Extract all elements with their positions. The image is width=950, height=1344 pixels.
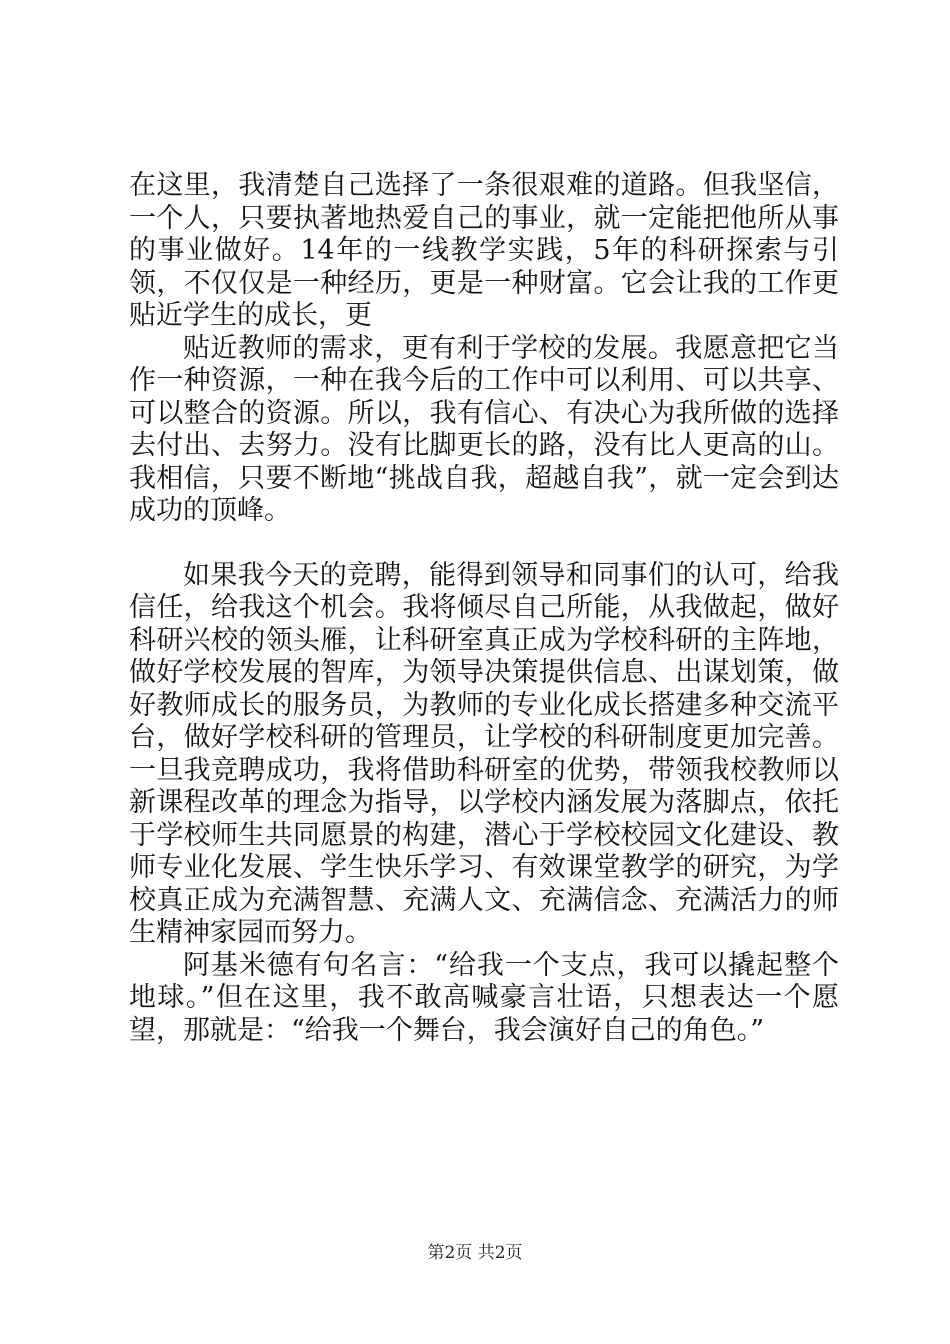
paragraph-1: 在这里，我清楚自己选择了一条很艰难的道路。但我坚信，一个人，只要执著地热爱自己的事业，就一定能把他所从事的事业做好。14年的一线教学实践，5年的科研探索与引领，不仅仅是一种经历，更是一种财富。它会让我的工作更贴近学生的成长，更 (129, 170, 839, 331)
page-footer: 第2页 共2页 (427, 1243, 523, 1263)
document-body (129, 170, 839, 1047)
paragraph-3: 如果我今天的竞聘，能得到领导和同事们的认可，给我信任，给我这个机会。我将倾尽自己所能，从我做起，做好科研兴校的领头雁，让科研室真正成为学校科研的主阵地，做好学校发展的智库，为领导决策提供信息、出谋划策，做好教师成长的服务员，为教师的专业化成长搭建多种交流平台，做好学校科研的管理员，让学校的科研制度更加完善。一旦我竞聘成功，我将借助科研室的优势，带领我校教师以新课程改革的理念为指导，以学校内涵发展为落脚点，依托于学校师生共同愿景的构建，潜心于学校校园文化建设、教师专业化发展、学生快乐学习、有效课堂教学的研究，为学校真正成为充满智慧、充满人文、充满信念、充满活力的师生精神家园而努力。 (129, 559, 839, 948)
paragraph-2: 贴近教师的需求，更有利于学校的发展。我愿意把它当作一种资源，一种在我今后的工作中可以利用、可以共享、可以整合的资源。所以，我有信心、有决心为我所做的选择去付出、去努力。没有比脚更长的路，没有比人更高的山。我相信，只要不断地“挑战自我，超越自我”，就一定会到达成功的顶峰。 (129, 332, 839, 526)
paragraph-4: 阿基米德有句名言：“给我一个支点，我可以撬起整个地球。”但在这里，我不敢高喊豪言壮语，只想表达一个愿望，那就是：“给我一个舞台，我会演好自己的角色。” (129, 949, 839, 1046)
paragraph-spacer (129, 528, 839, 560)
